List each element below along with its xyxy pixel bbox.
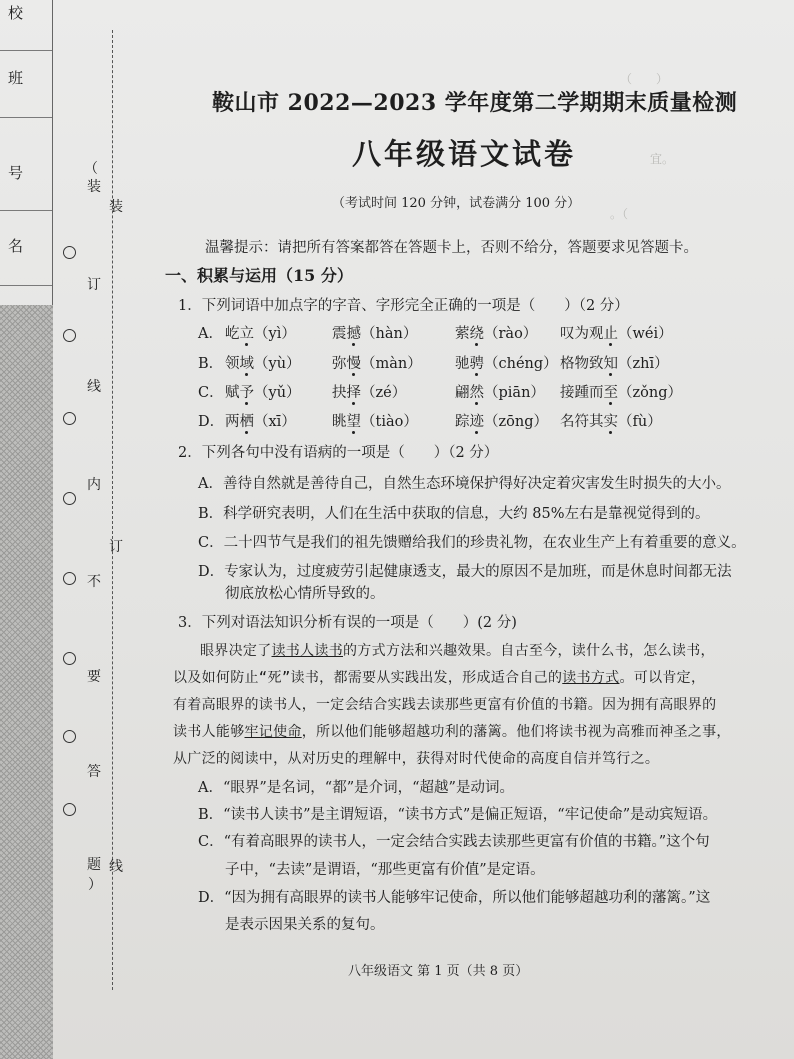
binding-line-char: 订 bbox=[109, 539, 123, 555]
exam-title: 鞍山市 2022—2023 学年度第二学期期末质量检测 bbox=[212, 90, 738, 116]
page-footer: 八年级语文 第 1 页（共 8 页） bbox=[348, 964, 529, 979]
passage-line: 从广泛的阅读中，从对历史的理解中，获得对时代使命的高度自信并笃行之。 bbox=[173, 751, 660, 767]
binding-hole bbox=[63, 329, 76, 342]
binding-warning-char: 不 bbox=[87, 574, 101, 590]
question-1-word: 名符其实（fù） bbox=[560, 414, 662, 430]
class-field[interactable]: 班 bbox=[0, 65, 52, 118]
question-1-word: 弥慢（màn） bbox=[332, 356, 422, 372]
binding-hole bbox=[63, 652, 76, 665]
question-1-word: 驰骋（chéng） bbox=[455, 356, 558, 372]
question-1-stem: 1．下列词语中加点字的字音、字形完全正确的一项是（ ）（2 分） bbox=[178, 298, 629, 314]
passage-line: 眼界决定了读书人读书的方式方法和兴趣效果。自古至今，读什么书，怎么读书， bbox=[200, 643, 715, 659]
question-1-word: 翩然（piān） bbox=[455, 385, 545, 401]
student-info-table bbox=[0, 0, 52, 300]
binding-dashed-line bbox=[112, 30, 113, 990]
question-1-option-label: D． bbox=[198, 414, 225, 430]
question-1-word: 两栖（xī） bbox=[225, 414, 296, 430]
binding-hatch-area bbox=[0, 305, 53, 1059]
binding-hole bbox=[63, 246, 76, 259]
question-1-option-label: C． bbox=[198, 385, 224, 401]
question-1-option-label: A． bbox=[198, 326, 223, 342]
question-3-option-c-cont: 子中，“去读”是谓语，“那些更富有价值”是定语。 bbox=[225, 862, 545, 878]
exam-info: （考试时间 120 分钟，试卷满分 100 分） bbox=[332, 196, 581, 211]
binding-warning-char: 内 bbox=[87, 477, 101, 493]
number-field[interactable]: 号 bbox=[8, 164, 24, 182]
passage-line: 有着高眼界的读书人，一定会结合实践去读那些更富有价值的书籍。因为拥有高眼界的 bbox=[173, 697, 717, 713]
binding-warning-char: 要 bbox=[87, 669, 101, 685]
question-3-option-c: C．“有着高眼界的读书人，一定会结合实践去读那些更富有价值的书籍。”这个句 bbox=[198, 834, 710, 850]
binding-divider bbox=[52, 0, 53, 305]
question-2-option-d-cont: 彻底放松心情所导致的。 bbox=[225, 586, 385, 602]
question-1-word: 接踵而至（zǒng） bbox=[560, 385, 682, 401]
name-field[interactable]: 名 bbox=[8, 237, 24, 255]
question-1-word: 踪迹（zōng） bbox=[455, 414, 548, 430]
passage-line: 读书人能够牢记使命，所以他们能够超越功利的藩篱。他们将读书视为高雅而神圣之事， bbox=[173, 724, 731, 740]
question-1-word: 震撼（hàn） bbox=[332, 326, 418, 342]
question-2-option-b: B．科学研究表明，人们在生活中获取的信息，大约 85%左右是靠视觉得到的。 bbox=[198, 506, 710, 522]
exam-page: 校 班 号 名 （ 装 订 线 内 不 要 答 题 ） 装 订 线 （ ） 宜。 。（ 鞍山市 2022—2023 学年度第二学期期末质量检测 八年级语文试卷 （考试时间 120 分钟，试卷满分 100 分） 温馨提示：请把所有答案都答在答题卡上，否则不给分，答题要求见答题卡。 一、积累与运用（15 分） 1．下列词语中加点字的字音、字形完全正确的一项是（ ）（2 分） A． 屹立（yì） 震撼（hàn） 萦绕（rào） 叹为观止（wéi） B． 领域（yù） 弥慢（màn） 驰骋（chéng） 格物致知（zhī） C． 赋予（yǔ） 抉择（zé） 翩然（piān） 接踵而至（zǒng） D． 两栖（xī） 眺望（tiào） 踪迹（zōng） 名符其实（fù） 2．下列各句中没有语病的一项是（ ）（2 分） A．善待自然就是善待自己，自然生态环境保护得好决定着灾害发生时损失的大小。 B．科学研究表明，人们在生活中获取的信息，大约 85%左右是靠视觉得到的。 C．二十四节气是我们的祖先馈赠给我们的珍贵礼物，在农业生产上有着重要的意义。 D．专家认为，过度疲劳引起健康透支，最大的原因不是加班，而是休息时间都无法 彻底放松心情所导致的。 3．下列对语法知识分析有误的一项是（ ）(2 分) 眼界决定了读书人读书的方式方法和兴趣效果。自古至今，读什么书，怎么读书， 以及如何防止“死”读书，都需要从实践出发，形成适合自己的读书方式。可以肯定， 有着高眼界的读书人，一定会结合实践去读那些更富有价值的书籍。因为拥有高眼界的 读书人能够牢记使命，所以他们能够超越功利的藩篱。他们将读书视为高雅而神圣之事， 从广泛的阅读中，从对历史的理解中，获得对时代使命的高度自信并笃行之。 A．“眼界”是名词，“都”是介词，“超越”是动词。 B．“读书人读书”是主谓短语，“读书方式”是偏正短语，“牢记使命”是动宾短语。 C．“有着高眼界的读书人，一定会结合实践去读那些更富有价值的书籍。”这个句 子中，“去读”是谓语，“那些更富有价值”是定语。 D．“因为拥有高眼界的读书人能够牢记使命，所以他们能够超越功利的藩篱。”这 是表示因果关系的复句。 八年级语文 第 1 页（共 8 页） bbox=[0, 0, 794, 1059]
question-1-word: 领域（yù） bbox=[225, 356, 301, 372]
question-2-stem: 2．下列各句中没有语病的一项是（ ）（2 分） bbox=[178, 445, 499, 461]
question-1-word: 格物致知（zhī） bbox=[560, 356, 669, 372]
exam-notice: 温馨提示：请把所有答案都答在答题卡上，否则不给分，答题要求见答题卡。 bbox=[205, 240, 698, 256]
binding-warning-char: 装 bbox=[87, 179, 101, 195]
question-1-option-label: B． bbox=[198, 356, 224, 372]
question-1-word: 屹立（yì） bbox=[225, 326, 296, 342]
exam-subtitle: 八年级语文试卷 bbox=[352, 137, 577, 171]
question-2-option-a: A．善待自然就是善待自己，自然生态环境保护得好决定着灾害发生时损失的大小。 bbox=[198, 476, 731, 492]
question-1-word: 抉择（zé） bbox=[332, 385, 407, 401]
question-2-option-d: D．专家认为，过度疲劳引起健康透支，最大的原因不是加班，而是休息时间都无法 bbox=[198, 564, 732, 580]
question-2-option-c: C．二十四节气是我们的祖先馈赠给我们的珍贵礼物，在农业生产上有着重要的意义。 bbox=[198, 535, 746, 551]
question-1-word: 赋予（yǔ） bbox=[225, 385, 301, 401]
binding-bracket: ） bbox=[88, 877, 102, 893]
question-3-option-d-cont: 是表示因果关系的复句。 bbox=[225, 917, 385, 933]
section-title: 一、积累与运用（15 分） bbox=[165, 266, 353, 285]
question-3-option-d: D．“因为拥有高眼界的读书人能够牢记使命，所以他们能够超越功利的藩篱。”这 bbox=[198, 890, 711, 906]
question-3-option-b: B．“读书人读书”是主谓短语，“读书方式”是偏正短语，“牢记使命”是动宾短语。 bbox=[198, 807, 718, 823]
school-field[interactable]: 校 bbox=[0, 0, 52, 51]
question-1-word: 萦绕（rào） bbox=[455, 326, 538, 342]
binding-hole bbox=[63, 730, 76, 743]
binding-hole bbox=[63, 412, 76, 425]
passage-line: 以及如何防止“死”读书，都需要从实践出发，形成适合自己的读书方式。可以肯定， bbox=[173, 670, 706, 686]
binding-line-char: 装 bbox=[109, 199, 123, 215]
question-1-word: 眺望（tiào） bbox=[332, 414, 418, 430]
binding-warning-char: 线 bbox=[87, 379, 101, 395]
binding-hole bbox=[63, 492, 76, 505]
question-3-stem: 3．下列对语法知识分析有误的一项是（ ）(2 分) bbox=[178, 615, 517, 631]
binding-hole bbox=[63, 803, 76, 816]
binding-line-char: 线 bbox=[109, 859, 123, 875]
binding-warning-char: 订 bbox=[87, 277, 101, 293]
binding-warning-char: 答 bbox=[87, 764, 101, 780]
question-3-option-a: A．“眼界”是名词，“都”是介词，“超越”是动词。 bbox=[198, 780, 514, 796]
binding-bracket: （ bbox=[84, 161, 98, 177]
question-1-word: 叹为观止（wéi） bbox=[560, 326, 673, 342]
binding-warning-char: 题 bbox=[87, 857, 101, 873]
binding-hole bbox=[63, 572, 76, 585]
